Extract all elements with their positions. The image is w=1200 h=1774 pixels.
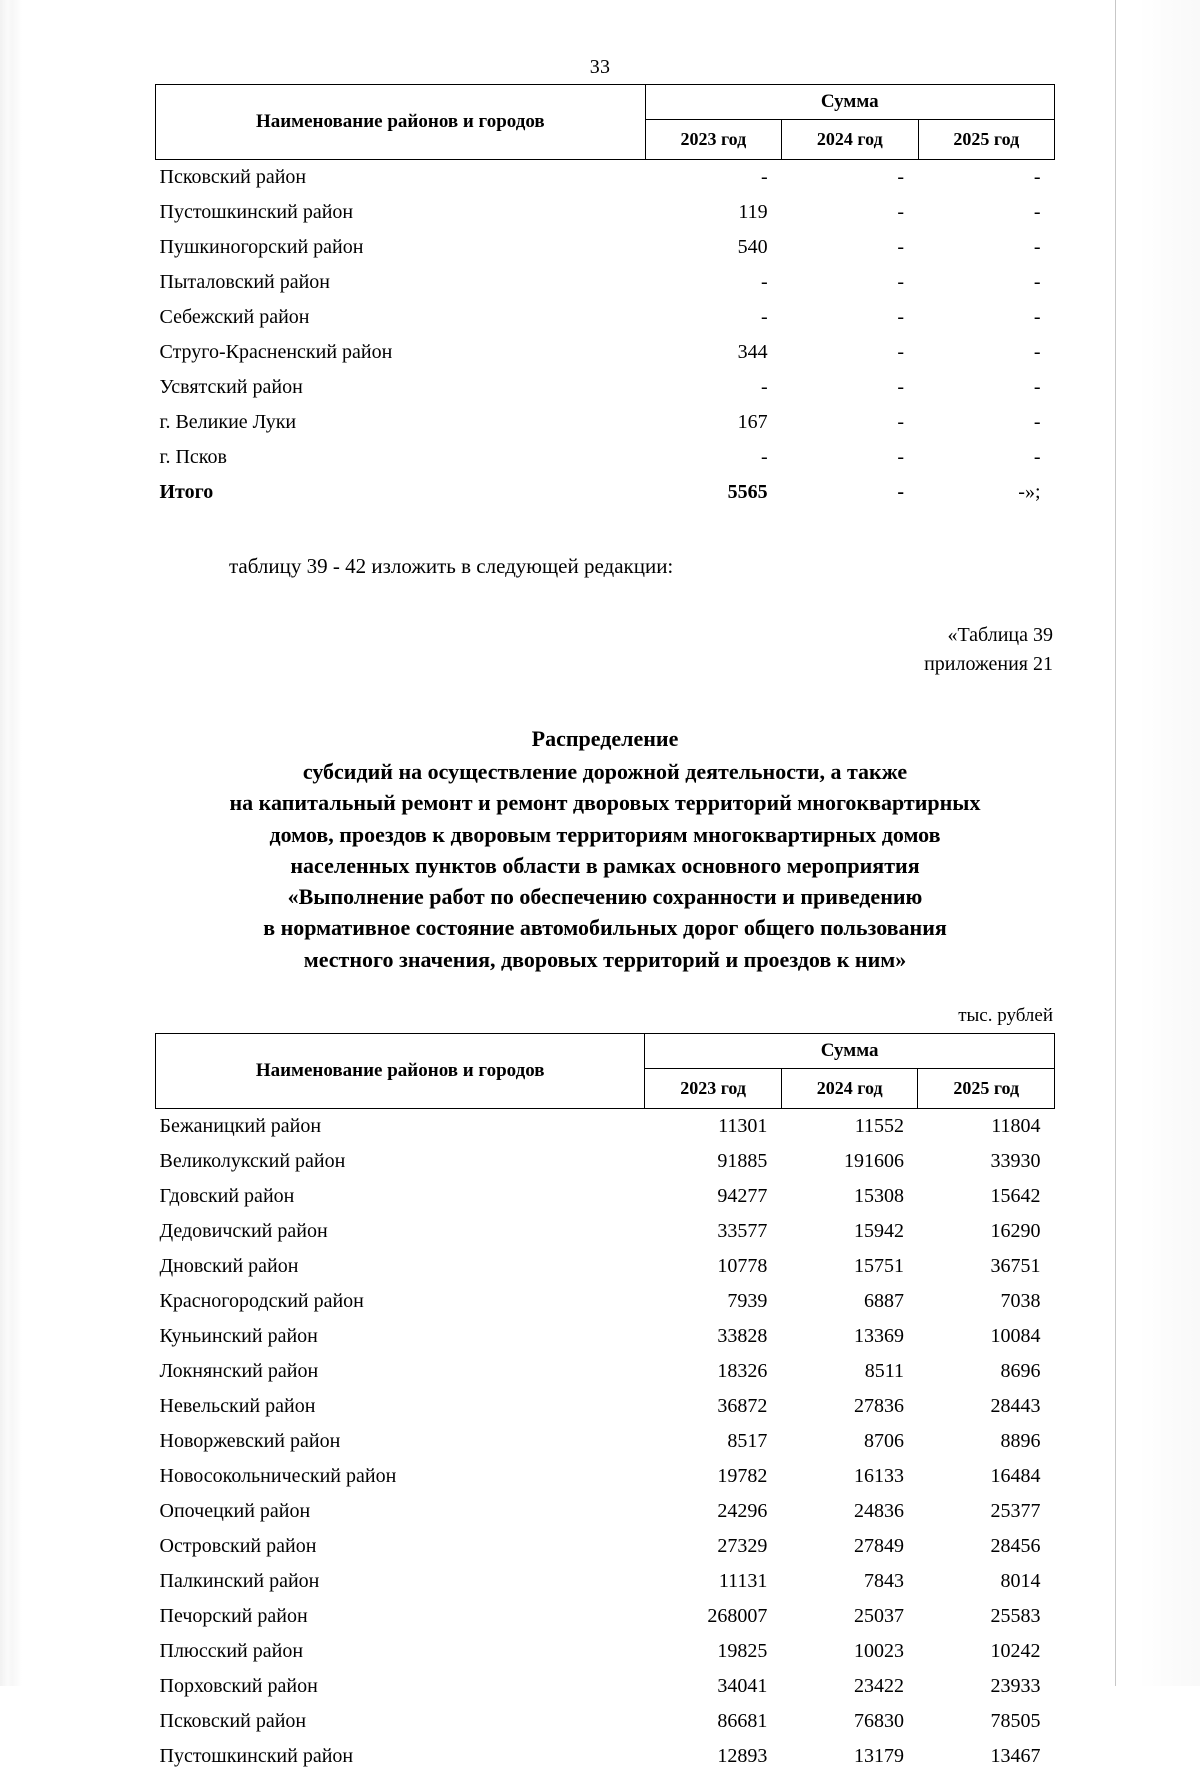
row-value-2025: - bbox=[1033, 236, 1041, 258]
row-value-2025: 11804 bbox=[991, 1114, 1041, 1137]
row-value-2025: 8696 bbox=[1000, 1359, 1041, 1382]
table-39-distribution bbox=[155, 1033, 1055, 1774]
row-value-2024: - bbox=[897, 411, 905, 433]
table2-header-group-summa: Сумма bbox=[645, 1033, 1055, 1068]
row-value-2025: 8896 bbox=[1000, 1429, 1041, 1452]
row-value-2025: 25377 bbox=[990, 1499, 1041, 1522]
row-region-name: Струго-Красненский район bbox=[159, 341, 393, 363]
row-value-2023: 33828 bbox=[717, 1324, 768, 1347]
row-region-name: Себежский район bbox=[159, 306, 310, 328]
row-value-2024: 16133 bbox=[853, 1464, 904, 1487]
row-region-name: Бежаницкий район bbox=[159, 1114, 322, 1137]
row-value-2023: 10778 bbox=[717, 1254, 768, 1277]
table-row bbox=[156, 1424, 1055, 1459]
table2-body bbox=[156, 1108, 1055, 1774]
row-region-name: Псковский район bbox=[159, 166, 307, 188]
row-region-name: Плюсский район bbox=[159, 1639, 304, 1662]
row-value-2024: 8511 bbox=[864, 1359, 904, 1382]
row-value-2025: 28456 bbox=[990, 1534, 1041, 1557]
row-value-2024: 23422 bbox=[853, 1674, 904, 1697]
table-row bbox=[156, 1739, 1055, 1774]
table1-header-year-2023: 2023 год bbox=[645, 120, 782, 160]
table-row bbox=[156, 1599, 1055, 1634]
scan-edge-left bbox=[0, 0, 22, 1686]
scan-margin-line bbox=[1115, 0, 1116, 1686]
table2-header-name-column: Наименование районов и городов bbox=[156, 1033, 645, 1108]
row-value-2024: - bbox=[897, 306, 905, 328]
row-value-2025: - bbox=[1033, 201, 1041, 223]
row-value-2025: 16290 bbox=[990, 1219, 1041, 1242]
table-row bbox=[156, 1144, 1055, 1179]
row-value-2023: - bbox=[760, 446, 768, 468]
edit-instruction-paragraph: таблицу 39 - 42 изложить в следующей редакции: bbox=[229, 554, 674, 578]
row-region-name: Новосокольнический район bbox=[159, 1464, 397, 1487]
row-value-2023: 94277 bbox=[717, 1184, 768, 1207]
table2-header-year-2025: 2025 год bbox=[918, 1069, 1055, 1109]
row-value-2024: 10023 bbox=[853, 1639, 904, 1662]
row-region-name: Красногородский район bbox=[159, 1289, 364, 1312]
scan-edge-right bbox=[1110, 0, 1200, 1686]
title-line-2: субсидий на осуществление дорожной деятельности, а также bbox=[302, 759, 908, 785]
row-value-2024: 13179 bbox=[853, 1744, 904, 1767]
table-row bbox=[156, 300, 1055, 335]
row-value-2024: 191606 bbox=[843, 1149, 904, 1172]
row-region-name: Дедовичский район bbox=[159, 1219, 328, 1242]
table-row bbox=[156, 1529, 1055, 1564]
table-continued-previous bbox=[155, 84, 1055, 510]
table-row bbox=[156, 1634, 1055, 1669]
row-value-2025: - bbox=[1033, 271, 1041, 293]
row-value-2023: 7939 bbox=[727, 1289, 768, 1312]
table-row bbox=[156, 230, 1055, 265]
row-value-2025: 28443 bbox=[990, 1394, 1041, 1417]
total-label: Итого bbox=[159, 481, 214, 503]
row-value-2023: 12893 bbox=[717, 1744, 768, 1767]
title-line-3: на капитальный ремонт и ремонт дворовых территорий многоквартирных bbox=[229, 790, 981, 816]
row-value-2024: - bbox=[897, 166, 905, 188]
row-value-2024: 27836 bbox=[853, 1394, 904, 1417]
table-row bbox=[156, 440, 1055, 475]
table-row bbox=[156, 1564, 1055, 1599]
table-row bbox=[156, 1354, 1055, 1389]
table1-header-group-summa: Сумма bbox=[645, 85, 1054, 120]
row-value-2025: 10084 bbox=[990, 1324, 1041, 1347]
row-region-name: Псковский район bbox=[159, 1709, 307, 1732]
row-value-2024: 8706 bbox=[863, 1429, 904, 1452]
row-value-2023: 268007 bbox=[707, 1604, 768, 1627]
table-row bbox=[156, 370, 1055, 405]
row-region-name: г. Великие Луки bbox=[159, 411, 297, 433]
total-value-2024: - bbox=[897, 481, 905, 503]
table-reference-line-1: «Таблица 39 bbox=[947, 624, 1053, 646]
page-number: 33 bbox=[589, 56, 611, 78]
table1-header-year-2024: 2024 год bbox=[782, 120, 918, 160]
row-value-2024: 15751 bbox=[853, 1254, 904, 1277]
table-row bbox=[156, 1319, 1055, 1354]
row-value-2023: 8517 bbox=[727, 1429, 768, 1452]
table-row bbox=[156, 1669, 1055, 1704]
row-value-2024: - bbox=[897, 446, 905, 468]
row-region-name: Усвятский район bbox=[159, 376, 303, 398]
document-content bbox=[155, 0, 1055, 1774]
title-line-6: «Выполнение работ по обеспечению сохранности и приведению bbox=[287, 884, 923, 910]
row-value-2023: 540 bbox=[737, 236, 768, 258]
table-row bbox=[156, 1389, 1055, 1424]
row-value-2023: 24296 bbox=[717, 1499, 768, 1522]
row-value-2025: 16484 bbox=[990, 1464, 1041, 1487]
row-value-2023: 34041 bbox=[717, 1674, 768, 1697]
title-line-1: Распределение bbox=[531, 726, 679, 751]
row-value-2023: 119 bbox=[738, 201, 768, 223]
row-region-name: Гдовский район bbox=[159, 1184, 295, 1207]
title-line-7: в нормативное состояние автомобильных дорог общего пользования bbox=[263, 915, 947, 941]
row-value-2024: 25037 bbox=[853, 1604, 904, 1627]
row-value-2024: - bbox=[897, 236, 905, 258]
row-value-2025: 8014 bbox=[1000, 1569, 1041, 1592]
table1-head bbox=[156, 85, 1055, 160]
row-value-2025: - bbox=[1033, 306, 1041, 328]
row-region-name: Палкинский район bbox=[159, 1569, 320, 1592]
row-value-2025: - bbox=[1033, 411, 1041, 433]
row-region-name: Островский район bbox=[159, 1534, 317, 1557]
row-region-name: Пустошкинский район bbox=[159, 1744, 354, 1767]
title-line-5: населенных пунктов области в рамках основного мероприятия bbox=[290, 852, 920, 878]
row-region-name: Опочецкий район bbox=[159, 1499, 311, 1522]
row-value-2023: 344 bbox=[737, 341, 768, 363]
units-label: тыс. рублей bbox=[958, 1004, 1053, 1026]
row-value-2025: - bbox=[1033, 341, 1041, 363]
row-value-2025: - bbox=[1033, 376, 1041, 398]
table-row bbox=[156, 1108, 1055, 1144]
row-value-2024: 13369 bbox=[853, 1324, 904, 1347]
row-region-name: Локнянский район bbox=[159, 1359, 319, 1382]
row-value-2025: - bbox=[1033, 166, 1041, 188]
row-region-name: Новоржевский район bbox=[159, 1429, 341, 1452]
row-region-name: г. Псков bbox=[159, 446, 227, 468]
row-value-2023: - bbox=[760, 306, 768, 328]
row-value-2024: 7843 bbox=[863, 1569, 904, 1592]
row-region-name: Порховский район bbox=[159, 1674, 318, 1697]
row-value-2023: - bbox=[760, 376, 768, 398]
row-region-name: Пушкиногорский район bbox=[159, 236, 364, 258]
row-value-2024: - bbox=[897, 201, 905, 223]
table-row bbox=[156, 1179, 1055, 1214]
table1-header-year-2025: 2025 год bbox=[918, 120, 1054, 160]
total-value-2025: -»; bbox=[1018, 481, 1041, 503]
table2-header-year-2024: 2024 год bbox=[781, 1069, 918, 1109]
row-value-2025: 15642 bbox=[990, 1184, 1041, 1207]
title-line-8: местного значения, дворовых территорий и проездов к ним» bbox=[303, 946, 907, 972]
row-value-2023: 86681 bbox=[717, 1709, 768, 1732]
table2-head bbox=[156, 1033, 1055, 1108]
table1-body bbox=[156, 160, 1055, 511]
row-value-2023: 91885 bbox=[717, 1149, 768, 1172]
row-region-name: Великолукский район bbox=[159, 1149, 346, 1172]
row-value-2025: 13467 bbox=[990, 1744, 1041, 1767]
table-row bbox=[156, 1284, 1055, 1319]
row-value-2023: 11301 bbox=[718, 1114, 768, 1137]
table2-header-row-1 bbox=[156, 1033, 1055, 1068]
table1-header-name-column: Наименование районов и городов bbox=[156, 85, 646, 160]
row-value-2025: 36751 bbox=[990, 1254, 1041, 1277]
row-value-2023: 167 bbox=[737, 411, 768, 433]
row-value-2025: 7038 bbox=[1000, 1289, 1041, 1312]
row-region-name: Пыталовский район bbox=[159, 271, 331, 293]
table-row bbox=[156, 265, 1055, 300]
table-reference-line-2: приложения 21 bbox=[924, 653, 1053, 675]
table-row bbox=[156, 195, 1055, 230]
row-value-2025: 78505 bbox=[990, 1709, 1041, 1732]
row-value-2023: 19825 bbox=[717, 1639, 768, 1662]
table-total-row bbox=[156, 475, 1055, 510]
table-row bbox=[156, 335, 1055, 370]
row-value-2024: 76830 bbox=[853, 1709, 904, 1732]
row-value-2023: - bbox=[760, 166, 768, 188]
row-value-2023: - bbox=[760, 271, 768, 293]
row-region-name: Куньинский район bbox=[159, 1324, 318, 1347]
row-value-2025: - bbox=[1033, 446, 1041, 468]
table-row bbox=[156, 405, 1055, 440]
row-value-2025: 33930 bbox=[990, 1149, 1041, 1172]
row-value-2023: 27329 bbox=[717, 1534, 768, 1557]
row-region-name: Дновский район bbox=[159, 1254, 299, 1277]
row-value-2024: 11552 bbox=[854, 1114, 904, 1137]
document-title-block bbox=[155, 723, 1055, 975]
table-row bbox=[156, 1704, 1055, 1739]
title-line-4: домов, проездов к дворовым территориям многоквартирных домов bbox=[269, 821, 941, 847]
row-value-2024: - bbox=[897, 341, 905, 363]
table-row bbox=[156, 1459, 1055, 1494]
row-value-2025: 10242 bbox=[990, 1639, 1041, 1662]
row-value-2024: 15942 bbox=[853, 1219, 904, 1242]
row-value-2024: - bbox=[897, 271, 905, 293]
table-row bbox=[156, 160, 1055, 196]
table-row bbox=[156, 1494, 1055, 1529]
row-value-2024: - bbox=[897, 376, 905, 398]
table-reference-block bbox=[155, 621, 1055, 679]
row-value-2023: 18326 bbox=[717, 1359, 768, 1382]
row-value-2024: 6887 bbox=[863, 1289, 904, 1312]
row-value-2024: 27849 bbox=[853, 1534, 904, 1557]
row-value-2023: 36872 bbox=[717, 1394, 768, 1417]
table-row bbox=[156, 1214, 1055, 1249]
row-value-2024: 15308 bbox=[853, 1184, 904, 1207]
row-region-name: Печорский район bbox=[159, 1604, 308, 1627]
row-value-2023: 11131 bbox=[718, 1569, 768, 1592]
row-region-name: Невельский район bbox=[159, 1394, 316, 1417]
table2-header-year-2023: 2023 год bbox=[645, 1069, 782, 1109]
table-row bbox=[156, 1249, 1055, 1284]
row-value-2025: 25583 bbox=[990, 1604, 1041, 1627]
row-region-name: Пустошкинский район bbox=[159, 201, 354, 223]
total-value-2023: 5565 bbox=[727, 481, 768, 503]
table1-header-row-1 bbox=[156, 85, 1055, 120]
row-value-2023: 19782 bbox=[717, 1464, 768, 1487]
row-value-2023: 33577 bbox=[717, 1219, 768, 1242]
row-value-2024: 24836 bbox=[853, 1499, 904, 1522]
row-value-2025: 23933 bbox=[990, 1674, 1041, 1697]
